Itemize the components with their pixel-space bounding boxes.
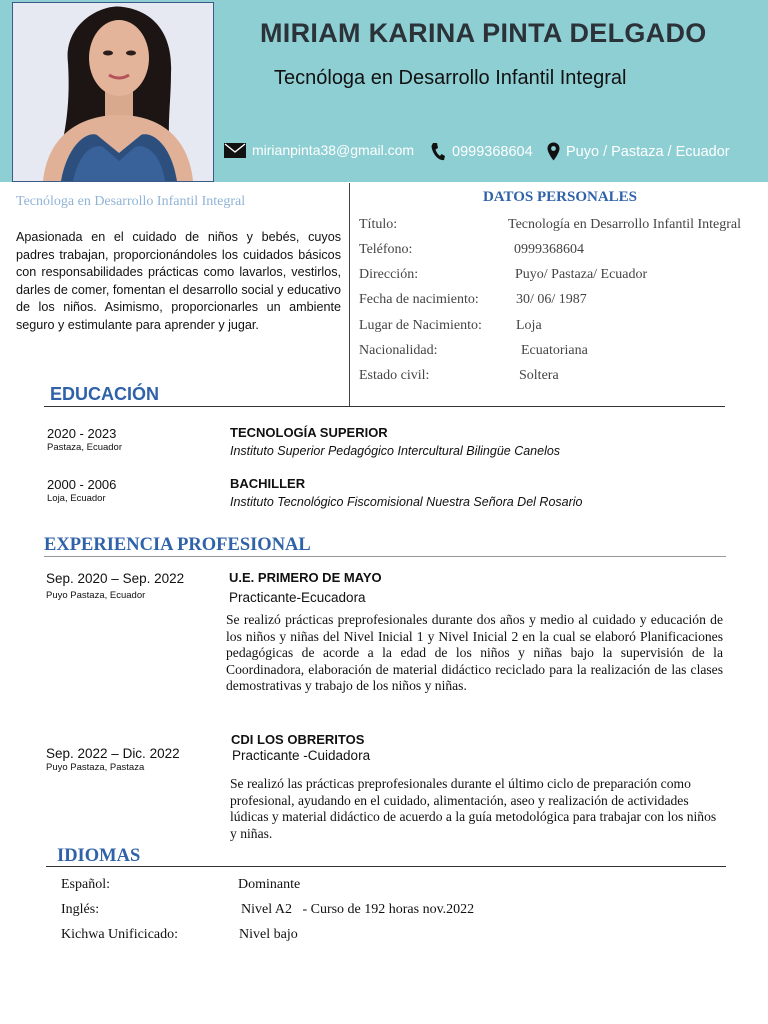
language-level: Nivel A2 - Curso de 192 horas nov.2022 <box>241 902 475 917</box>
email-text: mirianpinta38@gmail.com <box>252 142 415 158</box>
personal-label: Dirección: <box>359 267 419 282</box>
education-institution: Instituto Tecnológico Fiscomisional Nuestra Señora Del Rosario <box>230 495 583 509</box>
personal-value: Puyo/ Pastaza/ Ecuador <box>515 267 648 282</box>
education-degree: TECNOLOGÍA SUPERIOR <box>230 425 388 440</box>
personal-row <box>359 292 587 308</box>
personal-value: Ecuatoriana <box>521 343 588 358</box>
personal-row <box>359 242 584 258</box>
location-text: Puyo / Pastaza / Ecuador <box>566 143 730 160</box>
personal-value: 0999368604 <box>514 242 584 257</box>
personal-row <box>359 368 559 384</box>
candidate-name: MIRIAM KARINA PINTA DELGADO <box>260 18 707 48</box>
experience-organization: CDI LOS OBRERITOS <box>231 732 365 747</box>
personal-label: Teléfono: <box>359 242 413 257</box>
experience-description: Se realizó prácticas preprofesionales durante dos años y medio al cuidado y educación de los niños y niñas del Nivel Inicial 1 y Nivel Inicial 2 en la cual se elaboró Planificaciones pedagógicas de acorde a la edad de los niños y niñas bajo la supervisión de la Coordinadora, elaboración de material didáctico reciclado para la realización de las clases demostrativas y trabajo de los niños y niñas. <box>226 612 723 694</box>
education-period: 2000 - 2006 <box>47 477 117 492</box>
experience-title: EXPERIENCIA PROFESIONAL <box>44 535 311 555</box>
candidate-subtitle: Tecnóloga en Desarrollo Infantil Integral <box>274 67 627 89</box>
location-pin-icon <box>547 142 560 161</box>
profile-title: Tecnóloga en Desarrollo Infantil Integral <box>16 194 246 209</box>
experience-role: Practicante-Ecucadora <box>229 590 366 605</box>
profile-photo-illustration <box>13 3 213 181</box>
personal-row <box>359 343 588 359</box>
personal-row <box>359 267 648 283</box>
header-banner <box>0 0 768 182</box>
languages-title: IDIOMAS <box>57 846 141 866</box>
personal-row <box>359 318 542 334</box>
language-name: Kichwa Unificicado: <box>61 927 179 942</box>
contact-location <box>547 142 730 161</box>
profile-photo <box>12 2 214 182</box>
education-period: 2020 - 2023 <box>47 426 117 441</box>
profile-summary: Apasionada en el cuidado de niños y bebés, cuyos padres trabajan, proporcionándoles los cuidados básicos con responsabilidades prácticas como lavarlos, vestirlos, darles de comer, fomentan el desarrollo social y educativo de los niños. Asimismo, proporcionarles un ambiente seguro y estimulante para aprender y jugar. <box>16 230 341 332</box>
personal-label: Título: <box>359 217 398 232</box>
personal-data-title: DATOS PERSONALES <box>482 189 638 205</box>
personal-label: Fecha de nacimiento: <box>359 292 479 307</box>
language-level: Nivel bajo <box>239 927 298 942</box>
experience-period: Sep. 2020 – Sep. 2022 <box>46 571 185 586</box>
experience-role: Practicante -Cuidadora <box>232 748 371 763</box>
personal-label: Estado civil: <box>359 368 430 383</box>
education-degree: BACHILLER <box>230 476 306 491</box>
education-place: Loja, Ecuador <box>47 493 106 504</box>
personal-value: Tecnología en Desarrollo Infantil Integral <box>508 217 742 232</box>
education-rule <box>44 406 725 407</box>
language-name: Español: <box>61 877 110 892</box>
personal-value: Soltera <box>519 368 559 383</box>
experience-place: Puyo Pastaza, Pastaza <box>46 762 145 773</box>
experience-period: Sep. 2022 – Dic. 2022 <box>46 746 180 761</box>
contact-email[interactable] <box>224 142 414 158</box>
language-level: Dominante <box>238 877 301 892</box>
education-place: Pastaza, Ecuador <box>47 442 122 453</box>
education-title: EDUCACIÓN <box>50 384 160 404</box>
language-name: Inglés: <box>61 902 100 917</box>
envelope-icon <box>224 143 246 158</box>
phone-text: 0999368604 <box>452 144 533 160</box>
column-divider <box>349 183 350 406</box>
experience-rule <box>44 556 726 557</box>
personal-value: Loja <box>516 318 542 333</box>
personal-label: Lugar de Nacimiento: <box>359 318 482 333</box>
languages-rule <box>46 866 726 867</box>
personal-value: 30/ 06/ 1987 <box>516 292 587 307</box>
personal-row <box>359 217 742 233</box>
education-institution: Instituto Superior Pedagógico Intercultural Bilingüe Canelos <box>230 444 561 458</box>
experience-organization: U.E. PRIMERO DE MAYO <box>229 570 382 585</box>
contact-phone[interactable] <box>430 142 533 162</box>
phone-icon <box>430 142 446 162</box>
personal-label: Nacionalidad: <box>359 343 438 358</box>
experience-description: Se realizó las prácticas preprofesionales durante el último ciclo de preparación como profesional, ayudando en el cuidado, alimentación, aseo y realización de actividades lúdicas y material didáctico de acuerdo a la guía metodológica para trabajar con los niños y niñas. <box>230 776 717 841</box>
experience-place: Puyo Pastaza, Ecuador <box>46 590 146 601</box>
